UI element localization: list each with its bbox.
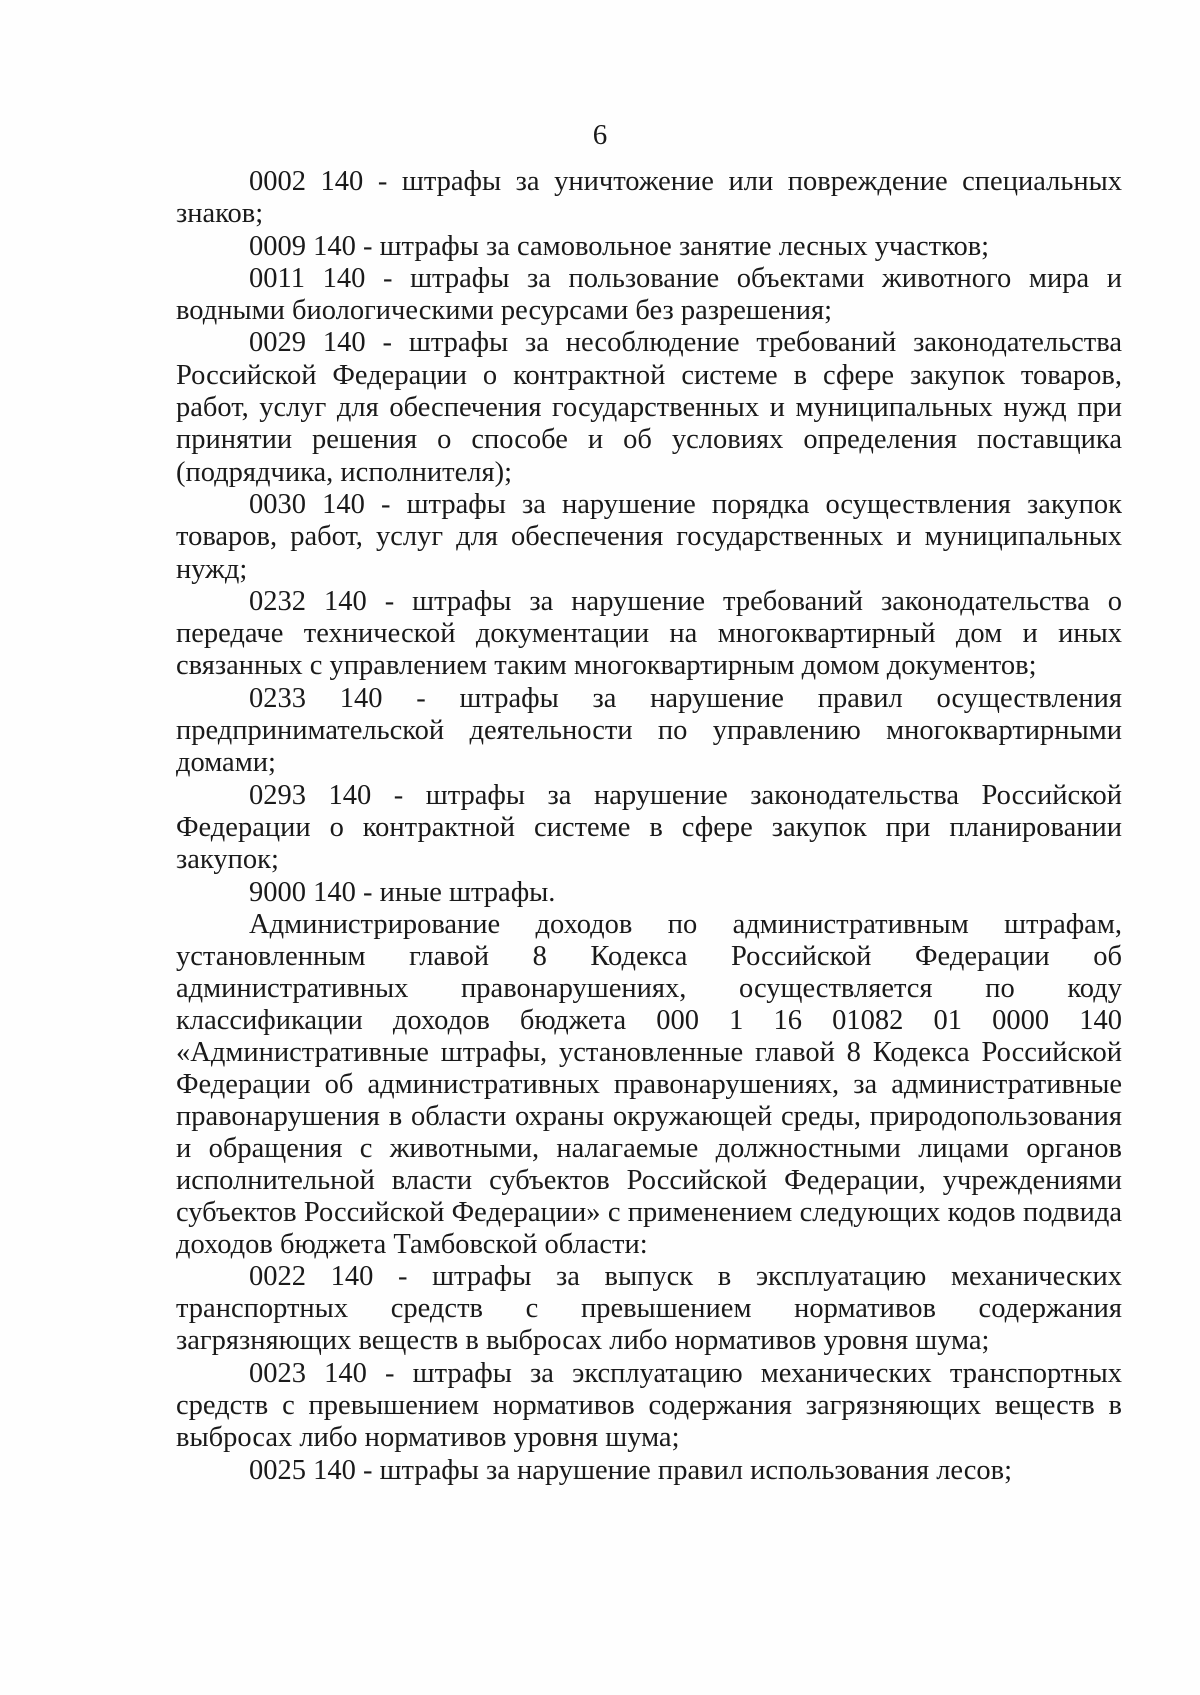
paragraph-code-0293: 0293 140 - штрафы за нарушение законодательства Российской Федерации о контрактной системе в сфере закупок при планировании закупок; bbox=[176, 779, 1122, 876]
paragraph-code-0002: 0002 140 - штрафы за уничтожение или повреждение специальных знаков; bbox=[176, 166, 1122, 230]
document-body bbox=[176, 166, 1122, 1487]
paragraph-code-0232: 0232 140 - штрафы за нарушение требований законодательства о передаче технической документации на многоквартирный дом и иных связанных с управлением таким многоквартирным домом документов; bbox=[176, 585, 1122, 682]
paragraph-code-0011: 0011 140 - штрафы за пользование объектами животного мира и водными биологическими ресурсами без разрешения; bbox=[176, 262, 1122, 327]
paragraph-code-9000: 9000 140 - иные штрафы. bbox=[249, 876, 556, 908]
page-number: 6 bbox=[592, 119, 608, 151]
paragraph-code-0030: 0030 140 - штрафы за нарушение порядка осуществления закупок товаров, работ, услуг для обеспечения государственных и муниципальных нужд; bbox=[176, 488, 1122, 585]
paragraph-code-0025: 0025 140 - штрафы за нарушение правил использования лесов; bbox=[249, 1454, 1013, 1486]
paragraph-code-0023: 0023 140 - штрафы за эксплуатацию механических транспортных средств с превышением нормативов содержания загрязняющих веществ в выбросах либо нормативов уровня шума; bbox=[176, 1357, 1122, 1454]
paragraph-code-0233: 0233 140 - штрафы за нарушение правил осуществления предпринимательской деятельности по управлению многоквартирными домами; bbox=[176, 682, 1122, 779]
paragraph-code-0022: 0022 140 - штрафы за выпуск в эксплуатацию механических транспортных средств с превышением нормативов содержания загрязняющих веществ в выбросах либо нормативов уровня шума; bbox=[176, 1260, 1122, 1357]
paragraph-code-0029: 0029 140 - штрафы за несоблюдение требований законодательства Российской Федерации о контрактной системе в сфере закупок товаров, работ, услуг для обеспечения государственных и муниципальных нужд при принятии решения о способе и об условиях определения поставщика (подрядчика, исполнителя); bbox=[176, 327, 1122, 488]
paragraph-administration: Администрирование доходов по административным штрафам, установленным главой 8 Кодекса Российской Федерации об административных правонарушениях, осуществляется по коду классификации доходов бюджета 000 1 16 01082 01 0000 140 «Административные штрафы, установленные главой 8 Кодекса Российской Федерации об административных правонарушениях, за административные правонарушения в области охраны окружающей среды, природопользования и обращения с животными, налагаемые должностными лицами органов исполнительной власти субъектов Российской Федерации, учреждениями субъектов Российской Федерации» с применением следующих кодов подвида доходов бюджета Тамбовской области: bbox=[176, 908, 1122, 1260]
paragraph-code-0009: 0009 140 - штрафы за самовольное занятие лесных участков; bbox=[249, 230, 990, 262]
